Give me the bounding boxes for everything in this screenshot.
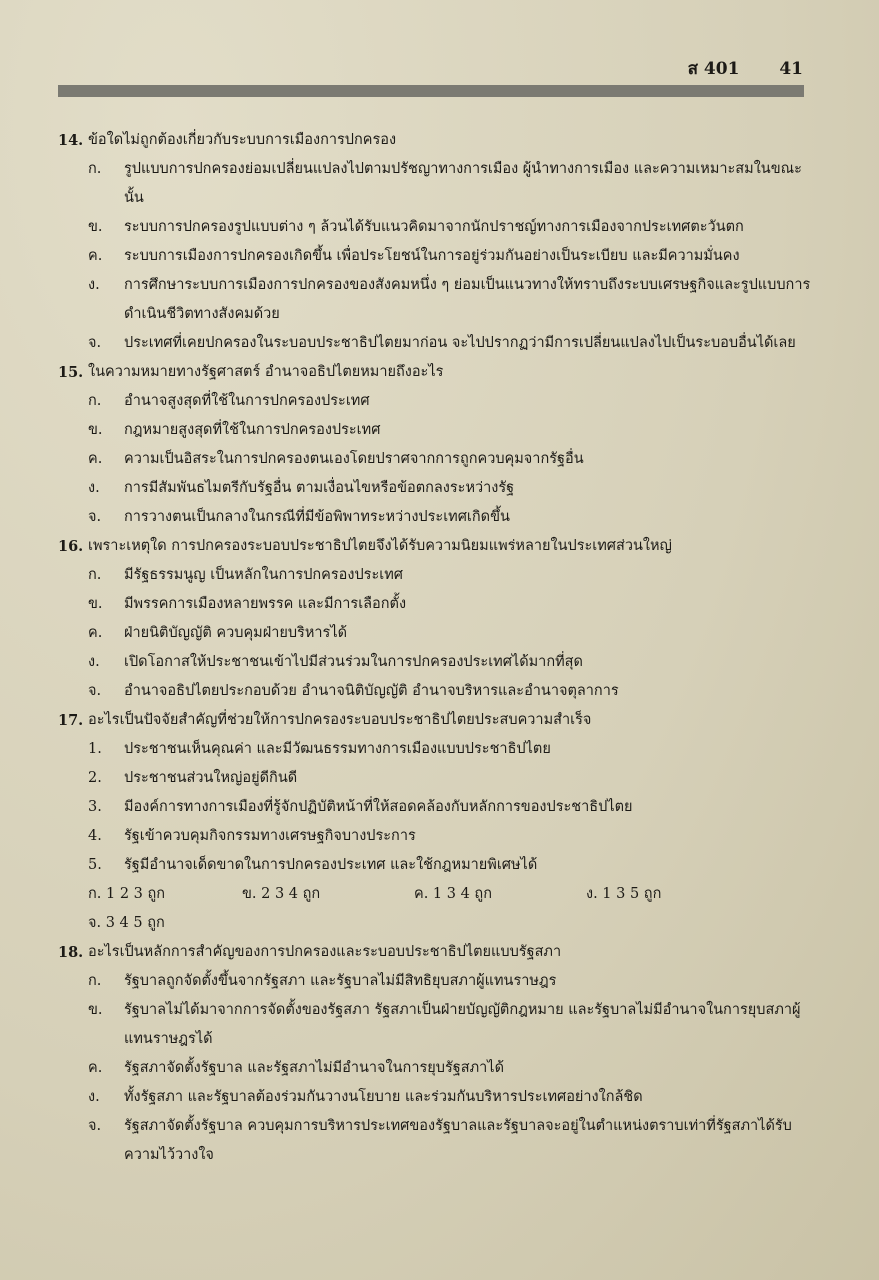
option-text: การศึกษาระบบการเมืองการปกครองของสังคมหนึ่ง ๆ ย่อมเป็นแนวทางให้ทราบถึงระบบเศรษฐกิจและรูปแบบการดำเนินชีวิตทางสังคมด้วย	[124, 277, 811, 322]
option	[88, 271, 818, 329]
answer-choice: ค. 1 3 4 ถูก	[414, 886, 492, 902]
option-label: ง.	[88, 480, 100, 496]
statement-text: มีองค์การทางการเมืองที่รู้จักปฏิบัติหน้าที่ให้สอดคล้องกับหลักการของประชาธิปไตย	[124, 799, 633, 815]
option-label: ข.	[88, 596, 103, 612]
option-label: ง.	[88, 1089, 100, 1105]
option-text: รัฐบาลไม่ได้มาจากการจัดตั้งของรัฐสภา รัฐสภาเป็นฝ่ายบัญญัติกฎหมาย และรัฐบาลไม่มีอำนาจในการยุบสภาผู้แทนราษฎรได้	[124, 1002, 801, 1047]
question-number: 14.	[58, 132, 84, 149]
option-text: ประเทศที่เคยปกครองในระบอบประชาธิปไตยมาก่อน จะไปปรากฏว่ามีการเปลี่ยนแปลงไปเป็นระบอบอื่นได้เลย	[124, 335, 796, 351]
option	[88, 155, 818, 213]
option-label: จ.	[88, 683, 102, 699]
option	[88, 503, 818, 532]
question-17	[58, 706, 818, 735]
option-label: ค.	[88, 625, 103, 641]
statement-label: 1.	[88, 741, 102, 757]
option-text: การมีสัมพันธไมตรีกับรัฐอื่น ตามเงื่อนไขหรือข้อตกลงระหว่างรัฐ	[124, 480, 515, 496]
option-label: ข.	[88, 422, 103, 438]
question-number: 15.	[58, 364, 84, 381]
option-text: ความเป็นอิสระในการปกครองตนเองโดยปราศจากการถูกควบคุมจากรัฐอื่น	[124, 451, 584, 467]
header-rule	[58, 85, 804, 97]
question-18	[58, 938, 818, 967]
course-code: ส 401	[687, 59, 740, 79]
option	[88, 1083, 818, 1112]
question-15	[58, 358, 818, 387]
option	[88, 561, 818, 590]
option	[88, 1054, 818, 1083]
statement-text: รัฐมีอำนาจเด็ดขาดในการปกครองประเทศ และใช้กฎหมายพิเศษได้	[124, 857, 538, 873]
question-number: 17.	[58, 712, 84, 729]
option-label: ก.	[88, 567, 102, 583]
option-text: ฝ่ายนิติบัญญัติ ควบคุมฝ่ายบริหารได้	[124, 625, 348, 641]
option-label: ค.	[88, 248, 103, 264]
question-number: 16.	[58, 538, 84, 555]
option-text: ระบบการปกครองรูปแบบต่าง ๆ ล้วนได้รับแนวคิดมาจากนักปราชญ์ทางการเมืองจากประเทศตะวันตก	[124, 219, 744, 235]
option-text: กฎหมายสูงสุดที่ใช้ในการปกครองประเทศ	[124, 422, 381, 438]
option-label: ก.	[88, 161, 102, 177]
question-text: เพราะเหตุใด การปกครองระบอบประชาธิปไตยจึงได้รับความนิยมแพร่หลายในประเทศส่วนใหญ่	[88, 538, 672, 554]
option	[88, 329, 818, 358]
option-label: ค.	[88, 451, 103, 467]
option	[88, 648, 818, 677]
option-text: มีรัฐธรรมนูญ เป็นหลักในการปกครองประเทศ	[124, 567, 403, 583]
question-text: อะไรเป็นหลักการสำคัญของการปกครองและระบอบประชาธิปไตยแบบรัฐสภา	[88, 944, 562, 960]
option-label: จ.	[88, 335, 102, 351]
answer-choices	[88, 880, 818, 909]
option-label: ข.	[88, 219, 103, 235]
option	[88, 590, 818, 619]
option-text: รัฐสภาจัดตั้งรัฐบาล และรัฐสภาไม่มีอำนาจในการยุบรัฐสภาได้	[124, 1060, 504, 1076]
answer-choice: ข. 2 3 4 ถูก	[242, 886, 321, 902]
statement	[88, 822, 818, 851]
option	[88, 1112, 818, 1170]
option-text: รัฐสภาจัดตั้งรัฐบาล ควบคุมการบริหารประเทศของรัฐบาลและรัฐบาลจะอยู่ในตำแหน่งตราบเท่าที่รัฐสภาได้รับความไว้วางใจ	[124, 1118, 792, 1163]
option	[88, 996, 818, 1054]
statement	[88, 851, 818, 880]
option-text: เปิดโอกาสให้ประชาชนเข้าไปมีส่วนร่วมในการปกครองประเทศได้มากที่สุด	[124, 654, 583, 670]
option-label: ก.	[88, 973, 102, 989]
option	[88, 387, 818, 416]
option-label: จ.	[88, 509, 102, 525]
statement-label: 4.	[88, 828, 102, 844]
question-16	[58, 532, 818, 561]
option-text: ทั้งรัฐสภา และรัฐบาลต้องร่วมกันวางนโยบาย และร่วมกันบริหารประเทศอย่างใกล้ชิด	[124, 1089, 643, 1105]
answer-choice: จ. 3 4 5 ถูก	[88, 915, 165, 931]
question-14	[58, 126, 818, 155]
option-text: รัฐบาลถูกจัดตั้งขึ้นจากรัฐสภา และรัฐบาลไม่มีสิทธิยุบสภาผู้แทนราษฎร	[124, 973, 557, 989]
statement-text: ประชาชนส่วนใหญ่อยู่ดีกินดี	[124, 770, 298, 786]
statement	[88, 735, 818, 764]
page-header	[688, 55, 803, 82]
question-text: อะไรเป็นปัจจัยสำคัญที่ช่วยให้การปกครองระบอบประชาธิปไตยประสบความสำเร็จ	[88, 712, 592, 728]
option-label: ค.	[88, 1060, 103, 1076]
answer-choices	[88, 909, 818, 938]
option-label: จ.	[88, 1118, 102, 1134]
question-list	[58, 126, 818, 1170]
statement-label: 5.	[88, 857, 102, 873]
question-number: 18.	[58, 944, 84, 961]
option	[88, 619, 818, 648]
option-text: มีพรรคการเมืองหลายพรรค และมีการเลือกตั้ง	[124, 596, 407, 612]
statement	[88, 793, 818, 822]
option	[88, 474, 818, 503]
option-label: ก.	[88, 393, 102, 409]
option	[88, 677, 818, 706]
option-text: รูปแบบการปกครองย่อมเปลี่ยนแปลงไปตามปรัชญาทางการเมือง ผู้นำทางการเมือง และความเหมาะสมในขณะนั้น	[124, 161, 802, 206]
option-text: การวางตนเป็นกลางในกรณีที่มีข้อพิพาทระหว่างประเทศเกิดขึ้น	[124, 509, 510, 525]
statement-text: ประชาชนเห็นคุณค่า และมีวัฒนธรรมทางการเมืองแบบประชาธิปไตย	[124, 741, 551, 757]
option-text: อำนาจอธิปไตยประกอบด้วย อำนาจนิติบัญญัติ อำนาจบริหารและอำนาจตุลาการ	[124, 683, 619, 699]
option-label: ข.	[88, 1002, 103, 1018]
option	[88, 242, 818, 271]
statement	[88, 764, 818, 793]
option	[88, 213, 818, 242]
statement-label: 3.	[88, 799, 102, 815]
question-text: ในความหมายทางรัฐศาสตร์ อำนาจอธิปไตยหมายถึงอะไร	[88, 364, 444, 380]
option-text: ระบบการเมืองการปกครองเกิดขึ้น เพื่อประโยชน์ในการอยู่ร่วมกันอย่างเป็นระเบียบ และมีความมั่นคง	[124, 248, 740, 264]
answer-choice: ก. 1 2 3 ถูก	[88, 886, 166, 902]
page-number: 41	[779, 59, 803, 79]
option-text: อำนาจสูงสุดที่ใช้ในการปกครองประเทศ	[124, 393, 370, 409]
option	[88, 416, 818, 445]
statement-label: 2.	[88, 770, 102, 786]
statement-text: รัฐเข้าควบคุมกิจกรรมทางเศรษฐกิจบางประการ	[124, 828, 416, 844]
option-label: ง.	[88, 654, 100, 670]
option-label: ง.	[88, 277, 100, 293]
question-text: ข้อใดไม่ถูกต้องเกี่ยวกับระบบการเมืองการปกครอง	[88, 132, 397, 148]
option	[88, 445, 818, 474]
answer-choice: ง. 1 3 5 ถูก	[586, 886, 662, 902]
option	[88, 967, 818, 996]
